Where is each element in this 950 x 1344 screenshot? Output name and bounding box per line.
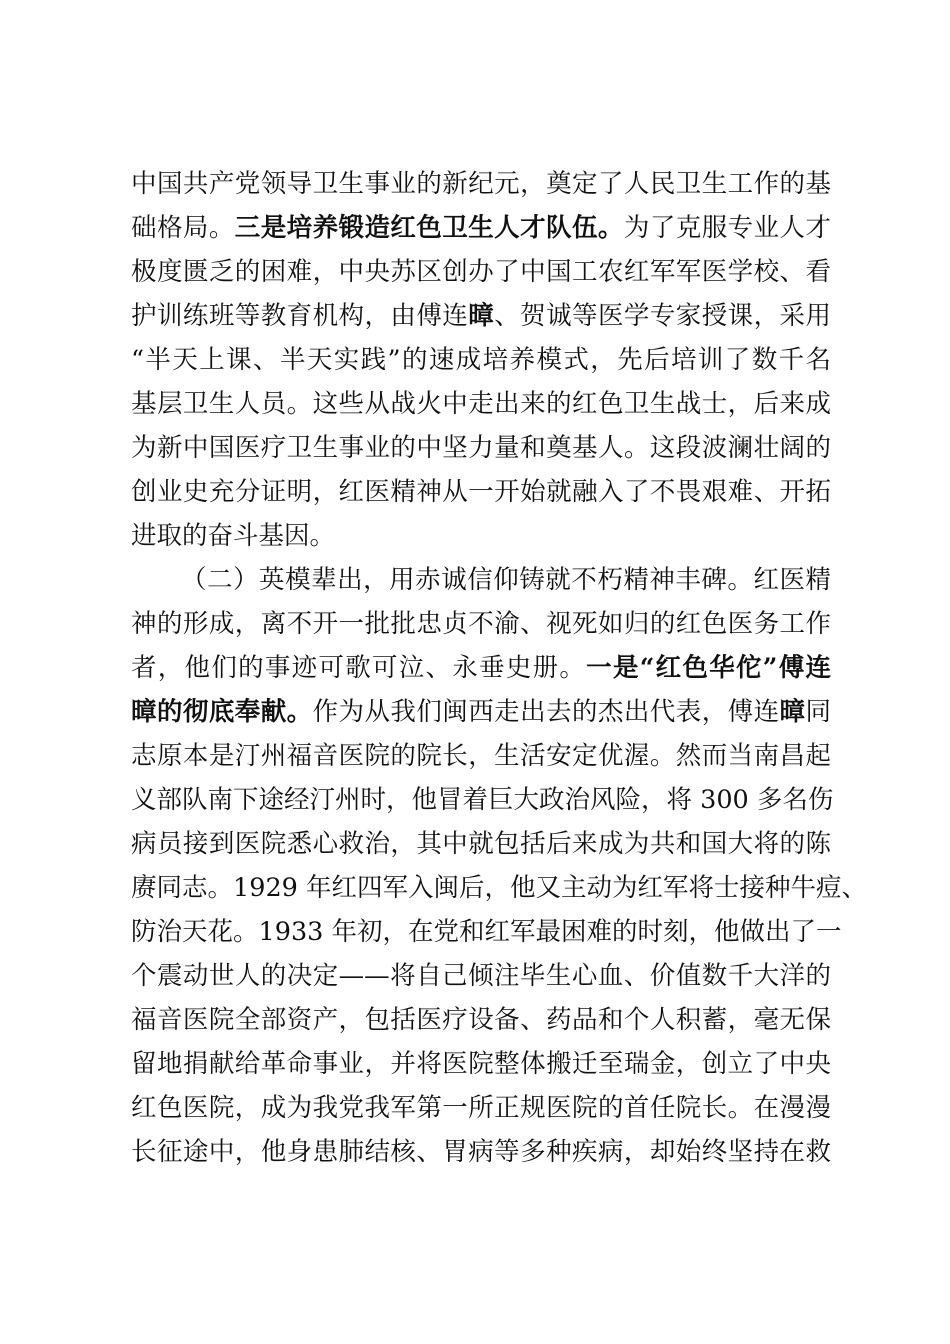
text-segment: 个震动世人的决定——将自己倾注毕生心血、价值数千大洋的 <box>131 961 831 991</box>
text-segment: 义部队南下途经汀州时，他冒着巨大政治风险，将 300 多名伤 <box>131 785 834 815</box>
body-line <box>131 690 831 734</box>
text-segment: 防治天花。1933 年初，在党和红军最困难的时刻，他做出了一 <box>131 917 842 947</box>
body-line <box>131 646 831 690</box>
text-segment: 基层卫生人员。这些从战火中走出来的红色卫生战士，后来成 <box>131 389 831 419</box>
body-line <box>131 866 868 910</box>
body-line <box>131 250 831 294</box>
body-line <box>131 998 831 1042</box>
section-heading-line <box>181 558 831 602</box>
text-segment: 作为从我们闽西走出去的杰出代表，傅连 <box>312 697 780 727</box>
body-line <box>131 426 831 470</box>
body-line <box>131 1042 831 1086</box>
body-line <box>131 382 831 426</box>
text-segment: 神的形成，离不开一批批忠贞不渝、视死如归的红色医务工作 <box>131 609 831 639</box>
body-line <box>131 1130 831 1174</box>
body-line <box>131 338 831 382</box>
body-line <box>131 822 831 866</box>
bold-heading-segment: 一是“红色华佗”傅连 <box>586 653 831 683</box>
text-segment: “半天上课、半天实践”的速成培养模式，先后培训了数千名 <box>131 345 831 375</box>
text-segment: 病员接到医院悉心救治，其中就包括后来成为共和国大将的陈 <box>131 829 831 859</box>
text-segment: （二）英模辈出，用赤诚信仰铸就不朽精神丰碑。红医精 <box>181 565 831 595</box>
body-line <box>131 910 842 954</box>
bold-character-segment: 暲 <box>468 301 495 331</box>
body-line <box>131 778 834 822</box>
body-line <box>131 734 831 778</box>
body-line <box>131 602 831 646</box>
body-line <box>131 206 831 250</box>
text-segment: 极度匮乏的困难，中央苏区创办了中国工农红军军医学校、看 <box>131 257 831 287</box>
bold-heading-segment: 暲的彻底奉献。 <box>131 697 313 727</box>
body-line <box>131 954 831 998</box>
paragraph-last-line <box>131 514 831 558</box>
text-segment: 长征途中，他身患肺结核、胃病等多种疾病，却始终坚持在救 <box>131 1137 831 1167</box>
bold-character-segment: 暲 <box>779 697 806 727</box>
text-segment: 为了克服专业人才 <box>623 213 831 243</box>
text-segment: 中国共产党领导卫生事业的新纪元，奠定了人民卫生工作的基 <box>131 169 831 199</box>
bold-heading-segment: 三是培养锻造红色卫生人才队伍。 <box>234 213 624 243</box>
text-segment: 同 <box>805 697 831 727</box>
text-segment: 、贺诚等医学专家授课，采用 <box>494 301 831 331</box>
text-segment: 者，他们的事迹可歌可泣、永垂史册。 <box>131 653 587 683</box>
body-line <box>131 1086 831 1130</box>
text-segment: 为新中国医疗卫生事业的中坚力量和奠基人。这段波澜壮阔的 <box>131 433 831 463</box>
text-segment: 福音医院全部资产，包括医疗设备、药品和个人积蓄，毫无保 <box>131 1005 831 1035</box>
body-line <box>131 470 831 514</box>
text-segment: 赓同志。1929 年红四军入闽后，他又主动为红军将士接种牛痘、 <box>131 873 868 903</box>
body-line <box>131 294 831 338</box>
body-line <box>131 162 831 206</box>
text-segment: 进取的奋斗基因。 <box>131 521 336 551</box>
text-segment: 志原本是汀州福音医院的院长，生活安定优渥。然而当南昌起 <box>131 741 831 771</box>
text-segment: 创业史充分证明，红医精神从一开始就融入了不畏艰难、开拓 <box>131 477 831 507</box>
text-segment: 护训练班等教育机构，由傅连 <box>131 301 469 331</box>
text-segment: 础格局。 <box>131 213 235 243</box>
text-segment: 红色医院，成为我党我军第一所正规医院的首任院长。在漫漫 <box>131 1093 831 1123</box>
text-segment: 留地捐献给革命事业，并将医院整体搬迁至瑞金，创立了中央 <box>131 1049 831 1079</box>
